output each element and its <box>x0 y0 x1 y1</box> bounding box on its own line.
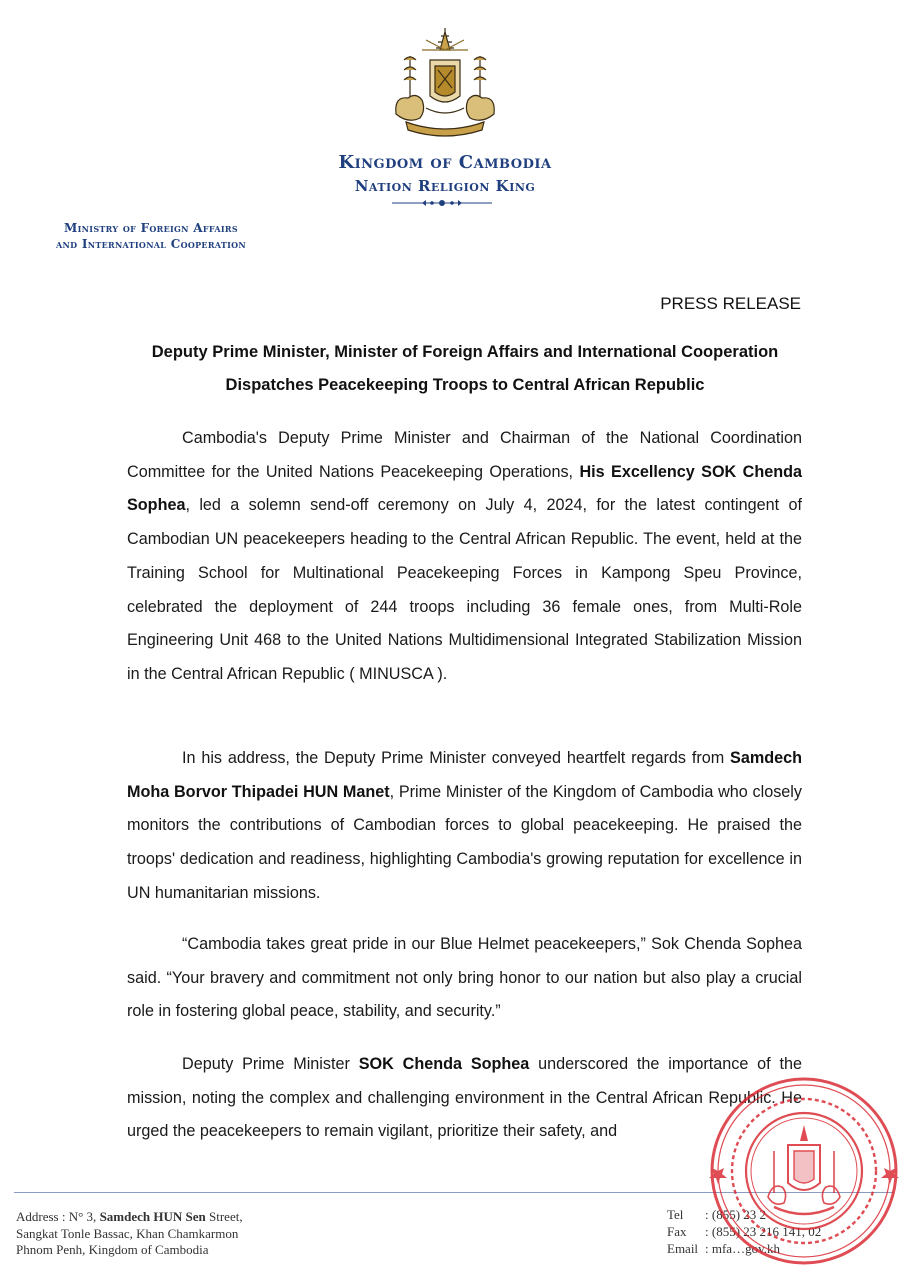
kingdom-motto: Nation Religion King <box>354 177 536 195</box>
paragraph-text: Deputy Prime Minister <box>182 1055 359 1073</box>
ministry-name-line2: and International Cooperation <box>55 237 247 251</box>
body-paragraph-3 <box>127 928 802 1029</box>
quote-text: “Cambodia takes great pride in our Blue Helmet peacekeepers,” Sok Chenda Sophea said. “Your bravery and commitment not only bring honor to our nation but also play a crucial role in fostering global peace, stability, and security.” <box>127 935 802 1021</box>
ministry-name-line1: Ministry of Foreign Affairs <box>64 221 238 235</box>
ornament-divider-icon <box>392 198 492 208</box>
tel-label: Tel <box>667 1207 684 1222</box>
body-paragraph-2 <box>127 742 802 911</box>
paragraph-text: underscored the importance of the mission, noting the complex and challenging environment in the Central African Republic. He urged the peacekeepers to remain vigilant, prioritize their safety, and <box>127 1055 802 1141</box>
footer-address-line2: Sangkat Tonle Bassac, Khan Chamkarmon <box>16 1226 239 1241</box>
bold-name: His Excellency SOK Chenda Sophea <box>127 462 802 515</box>
bold-name: Samdech Moha Borvor Thipadei HUN Manet <box>127 749 802 801</box>
headline-line1: Deputy Prime Minister, Minister of Foreign Affairs and International Cooperation <box>151 343 779 361</box>
bold-name: SOK Chenda Sophea <box>358 1055 530 1073</box>
paragraph-text: In his address, the Deputy Prime Minister conveyed heartfelt regards from <box>182 749 731 767</box>
email-value: : mfa…gov.kh <box>705 1241 780 1256</box>
fax-value: : (855) 23 216 141, 02 <box>705 1224 822 1239</box>
paragraph-text: Cambodia's Deputy Prime Minister and Chairman of the National Coordination Committee for the United Nations Peacekeeping Operations, <box>127 429 802 481</box>
paragraph-text: , Prime Minister of the Kingdom of Cambodia who closely monitors the contributions of Cambodian forces to global peacekeeping. He praised the troops' dedication and readiness, highlighting Cambodia's growing reputation for excellence in UN humanitarian missions. <box>127 782 802 902</box>
fax-label: Fax <box>667 1224 687 1239</box>
footer-address-line3: Phnom Penh, Kingdom of Cambodia <box>16 1242 209 1257</box>
address-prefix: Address : N° 3, <box>16 1209 100 1224</box>
paragraph-text: , led a solemn send-off ceremony on July 4, 2024, for the latest contingent of Cambodian UN peacekeepers heading to the Central African Republic. The event, held at the Training School for Multinational Peacekeeping Forces in Kampong Speu Province, celebrated the deployment of 244 troops including 36 female ones, from Multi-Role Engineering Unit 468 to the United Nations Multidimensional Integrated Stabilization Mission in the Central African Republic ( MINUSCA ). <box>127 496 802 683</box>
tel-value: : (855) 23 2 <box>705 1207 767 1222</box>
royal-coat-of-arms-emblem <box>386 26 504 138</box>
email-label: Email <box>667 1241 699 1256</box>
address-street-suffix: Street, <box>205 1209 243 1224</box>
footer-address-line1 <box>16 1209 243 1225</box>
document-type-label: PRESS RELEASE <box>660 294 801 313</box>
kingdom-title: Kingdom of Cambodia <box>338 152 552 173</box>
body-paragraph-4 <box>127 1048 802 1149</box>
official-red-seal-stamp <box>708 1075 900 1267</box>
headline-line2: Dispatches Peacekeeping Troops to Central African Republic <box>225 376 705 394</box>
body-paragraph-1 <box>127 422 802 692</box>
address-street-name: Samdech HUN Sen <box>99 1209 206 1224</box>
